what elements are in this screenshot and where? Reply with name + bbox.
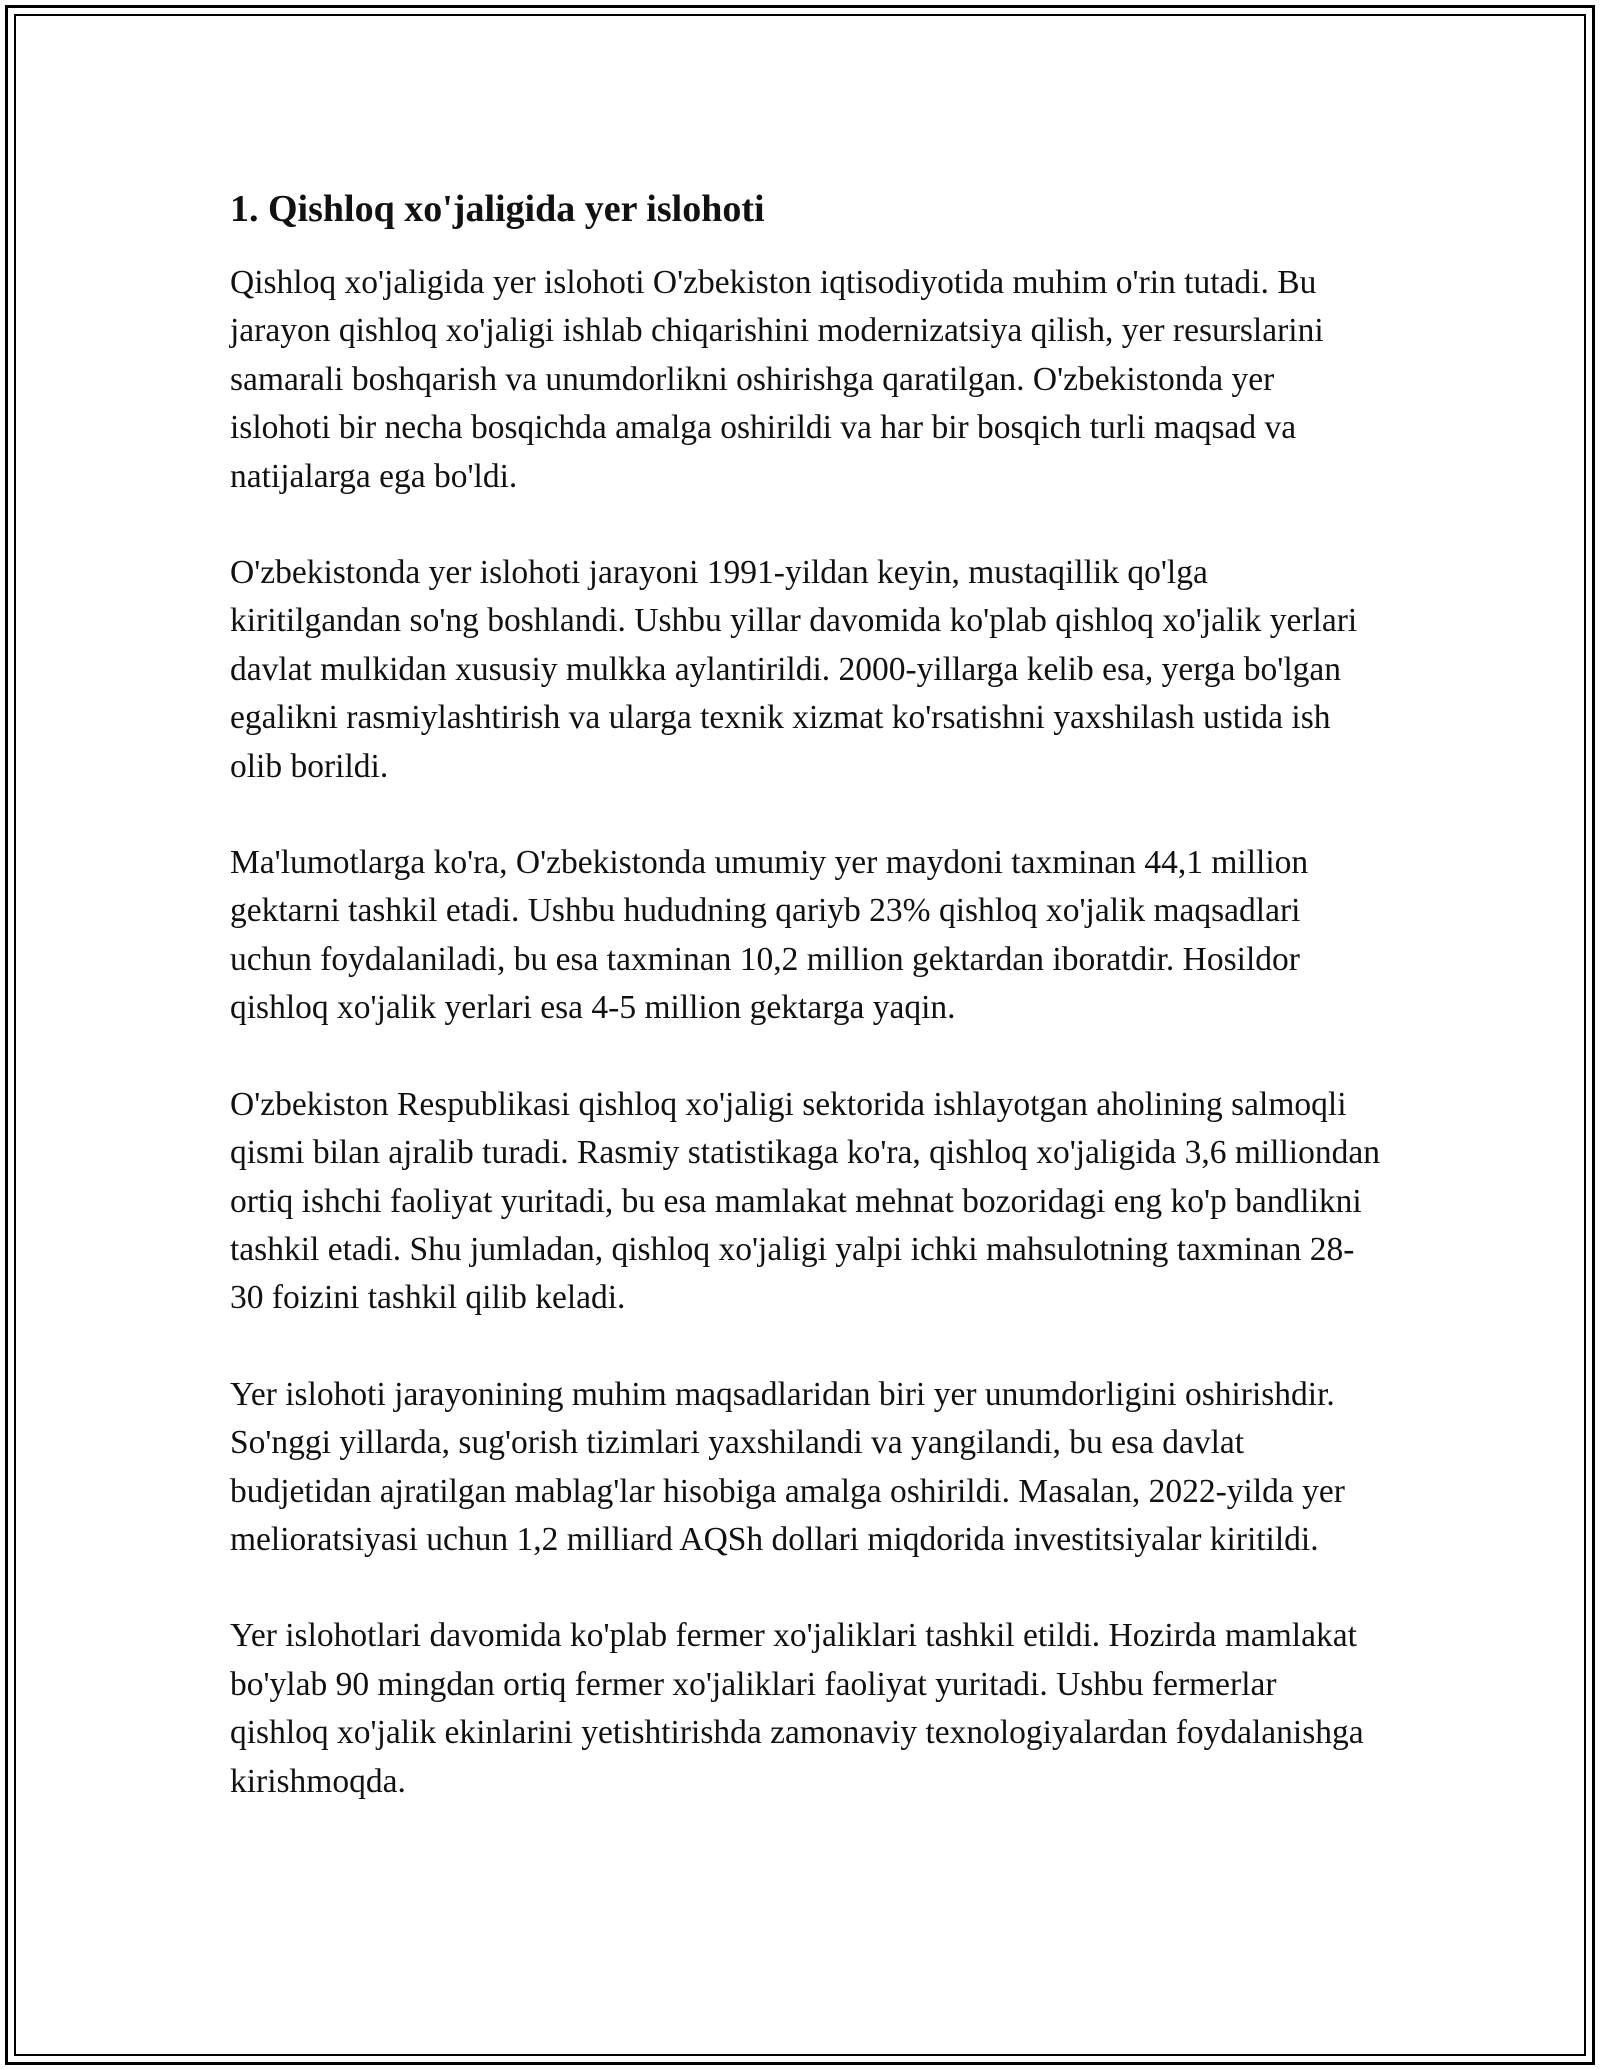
paragraph-history: O'zbekistonda yer islohoti jarayoni 1991-yildan keyin, mustaqillik qo'lga kiritilgandan so'ng boshlandi. Ushbu yillar davomida ko'plab qishloq xo'jalik yerlari davlat mulkidan xususiy mulkka aylantirildi. 2000-yillarga kelib esa, yerga bo'lgan egalikni rasmiylashtirish va ularga texnik xizmat ko'rsatishni yaxshilash ustida ish olib borildi. — [230, 554, 1358, 785]
section-heading: 1. Qishloq xo'jaligida yer islohoti — [230, 188, 765, 230]
paragraph-land-area: Ma'lumotlarga ko'ra, O'zbekistonda umumiy yer maydoni taxminan 44,1 million gektarni tashkil etadi. Ushbu hududning qariyb 23% qishloq xo'jalik maqsadlari uchun foydalaniladi, bu esa taxminan 10,2 million gektardan iboratdir. Hosildor qishloq xo'jalik yerlari esa 4-5 million gektarga yaqin. — [230, 844, 1309, 1027]
paragraph-fertility: Yer islohoti jarayonining muhim maqsadlaridan biri yer unumdorligini oshirishdir. So'nggi yillarda, sug'orish tizimlari yaxshilandi va yangilandi, bu esa davlat budjetidan ajratilgan mablag'lar hisobiga amalga oshirildi. Masalan, 2022-yilda yer melioratsiyasi uchun 1,2 milliard AQSh dollari miqdorida investitsiyalar kiritildi. — [230, 1375, 1345, 1558]
paragraph-intro: Qishloq xo'jaligida yer islohoti O'zbekiston iqtisodiyotida muhim o'rin tutadi. Bu jarayon qishloq xo'jaligi ishlab chiqarishini modernizatsiya qilish, yer resurslarini samarali boshqarish va unumdorlikni oshirishga qaratilgan. O'zbekistonda yer islohoti bir necha bosqichda amalga oshirildi va har bir bosqich turli maqsad va natijalarga ega bo'ldi. — [230, 264, 1324, 495]
paragraph-employment: O'zbekiston Respublikasi qishloq xo'jaligi sektorida ishlayotgan aholining salmoqli qismi bilan ajralib turadi. Rasmiy statistikaga ko'ra, qishloq xo'jaligida 3,6 milliondan ortiq ishchi faoliyat yuritadi, bu esa mamlakat mehnat bozoridagi eng ko'p bandlikni tashkil etadi. Shu jumladan, qishloq xo'jaligi yalpi ichki mahsulotning taxminan 28-30 foizini tashkil qilib keladi. — [230, 1085, 1380, 1317]
document-body — [230, 185, 1380, 1854]
paragraph-farms: Yer islohotlari davomida ko'plab fermer xo'jaliklari tashkil etildi. Hozirda mamlakat bo'ylab 90 mingdan ortiq fermer xo'jaliklari faoliyat yuritadi. Ushbu fermerlar qishloq xo'jalik ekinlarini yetishtirishda zamonaviy texnologiyalardan foydalanishga kirishmoqda. — [230, 1617, 1364, 1800]
